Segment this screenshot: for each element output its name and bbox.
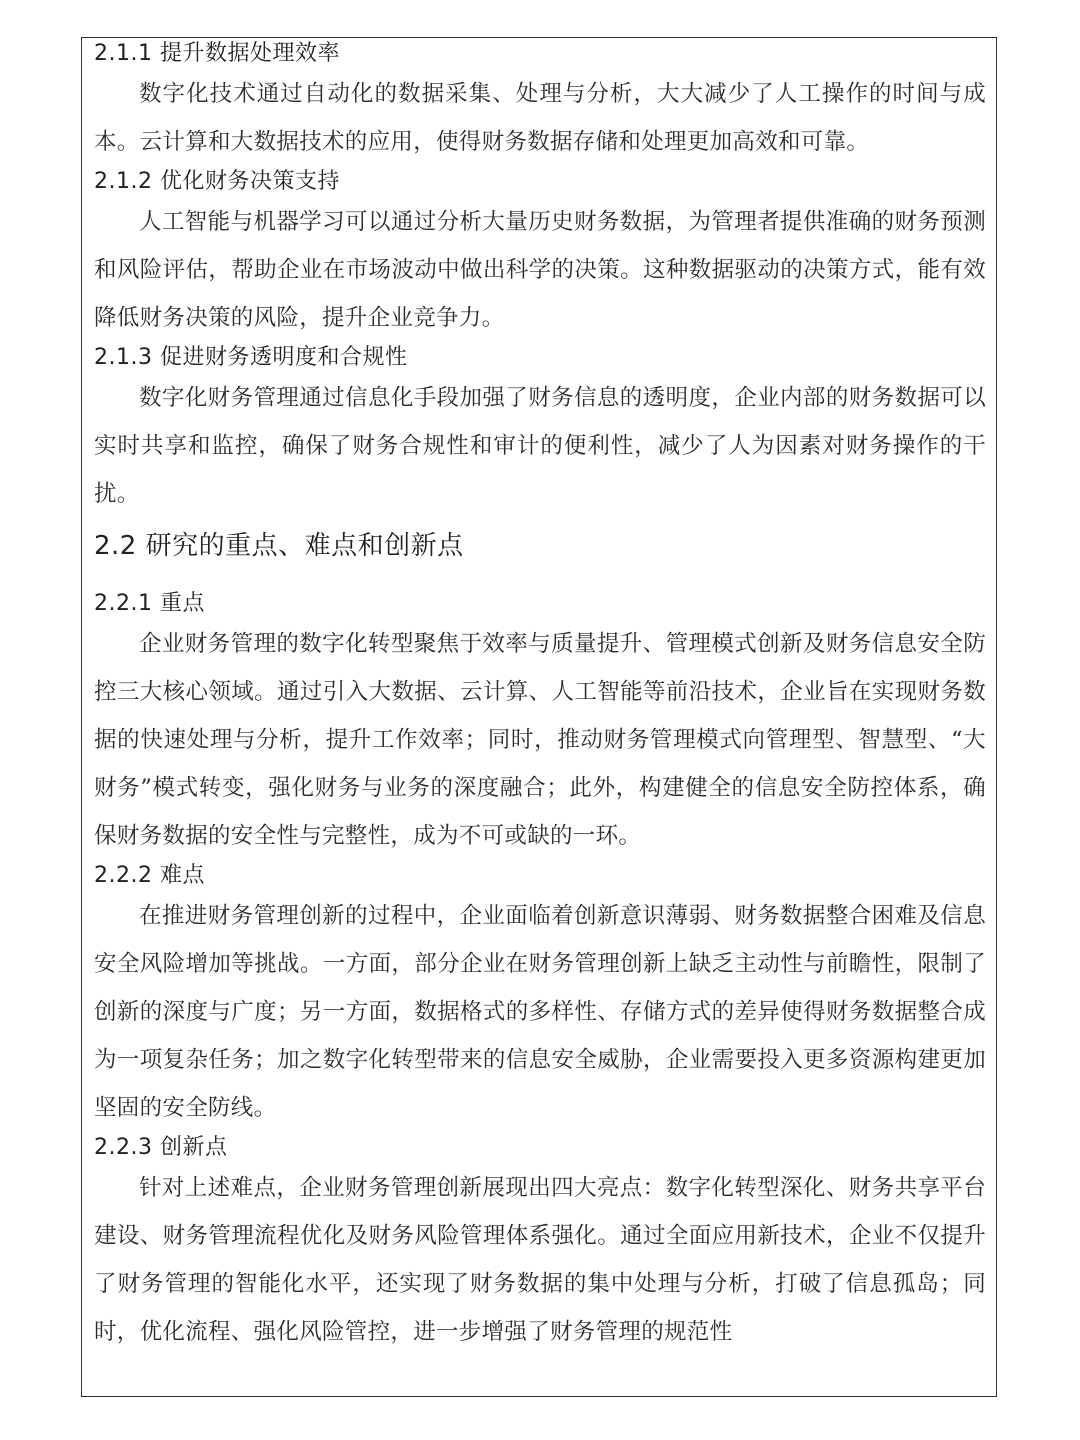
heading-2-2-1: 2.2.1 重点 [94, 591, 205, 616]
heading-2-2: 2.2 研究的重点、难点和创新点 [94, 531, 464, 561]
paragraph-2-1-2: 人工智能与机器学习可以通过分析大量历史财务数据，为管理者提供准确的财务预测和风险评估，帮助企业在市场波动中做出科学的决策。这种数据驱动的决策方式，能有效降低财务决策的风险，提升企业竞争力。 [94, 209, 986, 331]
heading-2-1-2: 2.1.2 优化财务决策支持 [94, 169, 340, 194]
paragraph-2-1-3: 数字化财务管理通过信息化手段加强了财务信息的透明度，企业内部的财务数据可以实时共享和监控，确保了财务合规性和审计的便利性，减少了人为因素对财务操作的干扰。 [94, 385, 986, 507]
document-frame [81, 37, 997, 1397]
paragraph-2-1-1: 数字化技术通过自动化的数据采集、处理与分析，大大减少了人工操作的时间与成本。云计算和大数据技术的应用，使得财务数据存储和处理更加高效和可靠。 [94, 81, 986, 155]
heading-2-1-3: 2.1.3 促进财务透明度和合规性 [94, 345, 408, 370]
spacer [94, 518, 986, 526]
heading-2-2-3: 2.2.3 创新点 [94, 1135, 228, 1160]
heading-2-2-2: 2.2.2 难点 [94, 863, 205, 888]
paragraph-2-2-2: 在推进财务管理创新的过程中，企业面临着创新意识薄弱、财务数据整合困难及信息安全风险增加等挑战。一方面，部分企业在财务管理创新上缺乏主动性与前瞻性，限制了创新的深度与广度；另一方面，数据格式的多样性、存储方式的差异使得财务数据整合成为一项复杂任务；加之数字化转型带来的信息安全威胁，企业需要投入更多资源构建更加坚固的安全防线。 [94, 903, 986, 1121]
heading-2-1-1: 2.1.1 提升数据处理效率 [94, 41, 340, 66]
document-content [94, 38, 986, 1356]
spacer [94, 566, 986, 588]
paragraph-2-2-1: 企业财务管理的数字化转型聚焦于效率与质量提升、管理模式创新及财务信息安全防控三大核心领域。通过引入大数据、云计算、人工智能等前沿技术，企业旨在实现财务数据的快速处理与分析，提升工作效率；同时，推动财务管理模式向管理型、智慧型、“大财务”模式转变，强化财务与业务的深度融合；此外，构建健全的信息安全防控体系，确保财务数据的安全性与完整性，成为不可或缺的一环。 [94, 631, 986, 849]
paragraph-2-2-3: 针对上述难点，企业财务管理创新展现出四大亮点：数字化转型深化、财务共享平台建设、财务管理流程优化及财务风险管理体系强化。通过全面应用新技术，企业不仅提升了财务管理的智能化水平，还实现了财务数据的集中处理与分析，打破了信息孤岛；同时，优化流程、强化风险管控，进一步增强了财务管理的规范性 [94, 1175, 986, 1345]
